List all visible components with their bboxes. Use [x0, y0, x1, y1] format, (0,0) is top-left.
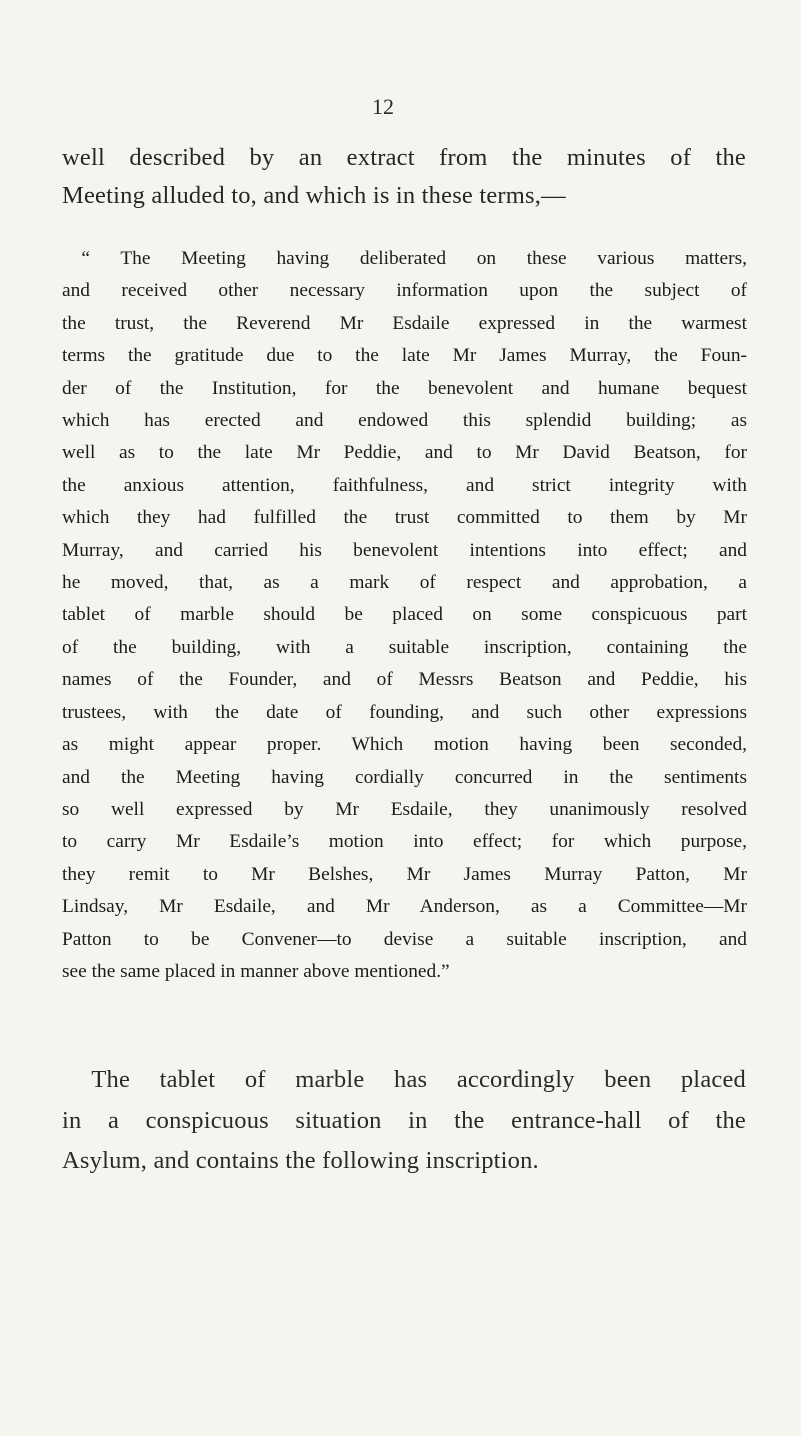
- quote-line: see the same placed in manner above mentioned.”: [62, 960, 450, 982]
- closing-paragraph: [62, 1060, 746, 1182]
- quote-line: of the building, with a suitable inscription, containing the: [62, 636, 747, 658]
- quote-line: terms the gratitude due to the late Mr James Murray, the Foun-: [62, 345, 747, 367]
- quote-line: they remit to Mr Belshes, Mr James Murray Patton, Mr: [62, 863, 747, 885]
- quote-line: “ The Meeting having deliberated on these various matters,: [81, 248, 747, 269]
- quote-line: and the Meeting having cordially concurred in the sentiments: [62, 766, 747, 788]
- closing-line: in a conspicuous situation in the entrance-hall of the: [62, 1106, 746, 1134]
- quote-line: names of the Founder, and of Messrs Beatson and Peddie, his: [62, 669, 747, 691]
- page-number: 12: [372, 94, 394, 119]
- quote-line: Lindsay, Mr Esdaile, and Mr Anderson, as a Committee—Mr: [62, 896, 747, 918]
- quote-line: well as to the late Mr Peddie, and to Mr David Beatson, for: [62, 442, 747, 464]
- quote-line: Murray, and carried his benevolent intentions into effect; and: [62, 539, 747, 561]
- quote-line: to carry Mr Esdaile’s motion into effect; for which purpose,: [62, 831, 747, 853]
- quote-line: der of the Institution, for the benevolent and humane bequest: [62, 377, 747, 399]
- quote-line: tablet of marble should be placed on some conspicuous part: [62, 604, 747, 626]
- quote-line: the anxious attention, faithfulness, and strict integrity with: [62, 474, 747, 496]
- intro-line: well described by an extract from the minutes of the: [62, 144, 746, 171]
- quote-line: he moved, that, as a mark of respect and approbation, a: [62, 572, 747, 594]
- quote-line: trustees, with the date of founding, and such other expressions: [62, 701, 747, 723]
- quote-line: and received other necessary information upon the subject of: [62, 280, 747, 302]
- intro-line: Meeting alluded to, and which is in these terms,—: [62, 182, 566, 209]
- intro-paragraph: [62, 139, 746, 215]
- quote-line: so well expressed by Mr Esdaile, they unanimously resolved: [62, 798, 747, 820]
- quoted-minutes: [62, 243, 747, 988]
- quote-line: Patton to be Convener—to devise a suitable inscription, and: [62, 928, 747, 950]
- closing-line: Asylum, and contains the following inscription.: [62, 1147, 539, 1174]
- quote-line: which has erected and endowed this splendid building; as: [62, 410, 747, 432]
- quote-line: which they had fulfilled the trust committed to them by Mr: [62, 507, 747, 529]
- quote-line: the trust, the Reverend Mr Esdaile expressed in the warmest: [62, 312, 747, 334]
- quote-line: as might appear proper. Which motion having been seconded,: [62, 734, 747, 756]
- closing-line: The tablet of marble has accordingly been placed: [91, 1066, 746, 1093]
